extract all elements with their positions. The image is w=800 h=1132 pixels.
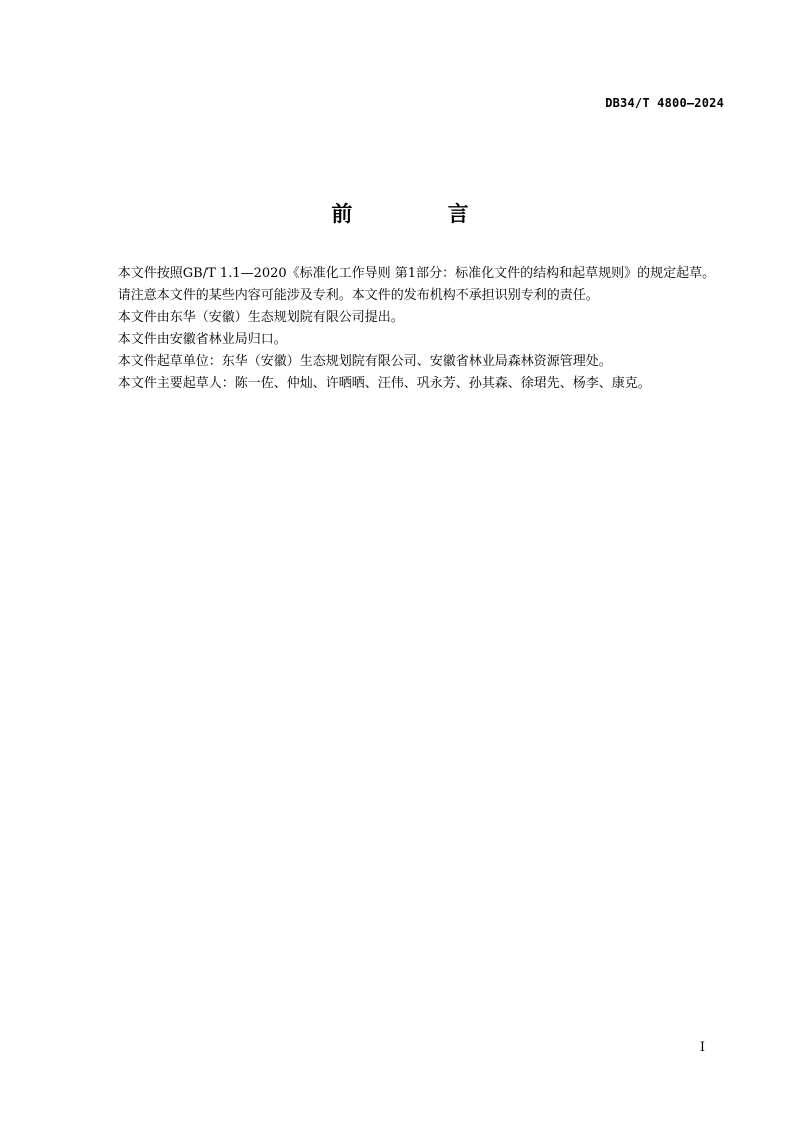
page-number: I — [699, 1040, 705, 1055]
page-title: 前 言 — [331, 202, 513, 226]
paragraph-administrator: 本文件由安徽省林业局归口。 — [117, 332, 287, 347]
document-code: DB34/T 4800—2024 — [605, 96, 724, 110]
paragraph-drafting-basis: 本文件按照GB/T 1.1—2020《标准化工作导则 第1部分：标准化文件的结构和起草规则》的规定起草。 — [117, 266, 716, 281]
paragraph-drafters: 本文件主要起草人：陈一佐、仲灿、许晒晒、汪伟、巩永芳、孙其森、徐珺先、杨李、康克。 — [117, 376, 651, 391]
paragraph-patent-notice: 请注意本文件的某些内容可能涉及专利。本文件的发布机构不承担识别专利的责任。 — [117, 288, 599, 303]
foreword-body — [84, 263, 724, 395]
paragraph-drafting-units: 本文件起草单位：东华（安徽）生态规划院有限公司、安徽省林业局森林资源管理处。 — [117, 354, 612, 369]
paragraph-proposer: 本文件由东华（安徽）生态规划院有限公司提出。 — [117, 310, 404, 325]
